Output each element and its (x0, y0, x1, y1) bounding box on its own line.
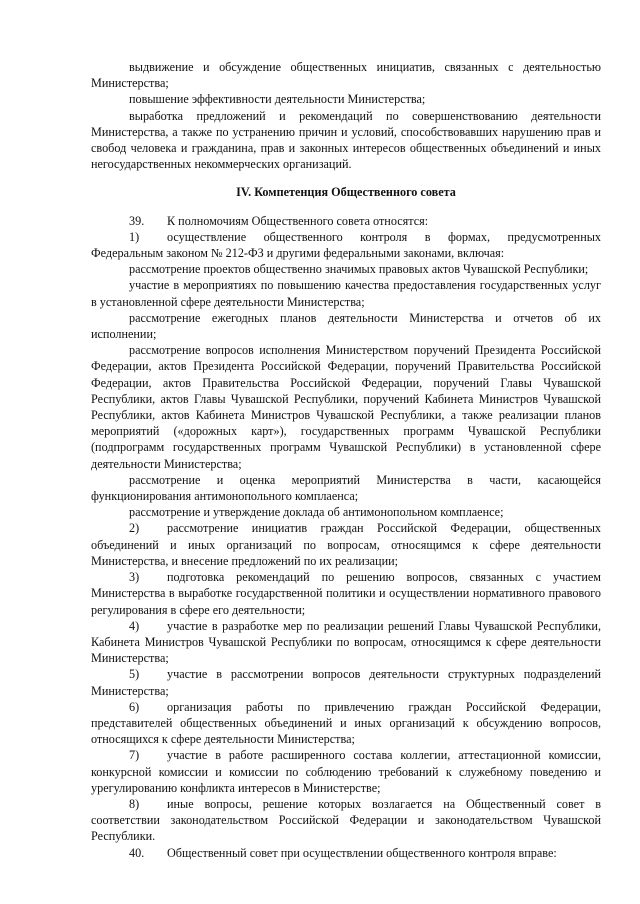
item-39 (91, 213, 601, 229)
item-text: осуществление общественного контроля в формах, предусмотренных Федеральным законом № 212-ФЗ и другими федеральными законами, включая: (91, 229, 601, 261)
item-number: 4) (129, 618, 140, 633)
item-7 (91, 747, 601, 796)
item-number: 5) (129, 667, 140, 682)
item-text: участие в работе расширенного состава коллегии, аттестационной комиссии, конкурсной комиссии и комиссии по соблюдению требований к служебному поведению и урегулированию конфликта интересов в Министерстве; (91, 748, 601, 795)
sub-paragraph: рассмотрение проектов общественно значимых правовых актов Чувашской Республики; (129, 262, 589, 277)
sub-paragraph: участие в мероприятиях по повышению качества предоставления государственных услуг в установленной сфере деятельности Министерства; (91, 278, 601, 309)
item-4 (91, 618, 601, 667)
sub-paragraph: рассмотрение ежегодных планов деятельности Министерства и отчетов об их исполнении; (91, 310, 601, 342)
item-3 (91, 569, 601, 618)
item-number: 6) (129, 699, 140, 714)
item-8 (91, 796, 601, 845)
item-text: Общественный совет при осуществлении общественного контроля вправе: (167, 845, 557, 860)
item-text: организация работы по привлечению граждан Российской Федерации, представителей общественных объединений и иных организаций к обсуждению вопросов, относящихся к сфере деятельности Министерства; (91, 699, 601, 747)
item-number: 2) (129, 521, 140, 536)
item-text: иные вопросы, решение которых возлагается на Общественный совет в соответствии законодательством Российской Федерации и законодательством Чувашской Республики. (91, 796, 601, 844)
paragraph: выдвижение и обсуждение общественных инициатив, связанных с деятельностью Министерства; (91, 60, 601, 91)
sub-paragraph: рассмотрение и утверждение доклада об антимонопольном комплаенсе; (129, 505, 504, 520)
item-6 (91, 699, 601, 748)
item-text: К полномочиям Общественного совета относятся: (167, 213, 429, 228)
sub-paragraph: рассмотрение вопросов исполнения Министерством поручений Президента Российской Федерации, актов Президента Российской Федерации, поручений Правительства Российской Федерации, актов Правительства Российской Федерации, поручений Главы Чувашской Республики, актов Главы Чувашской Республики, поручений Кабинета Министров Чувашской Республики, актов Кабинета Министров Чувашской Республики, а также реализации планов мероприятий («дорожных карт»), государственных программ Чувашской Республики (подпрограмм государственных программ Чувашской Республики) в установленной сфере деятельности Министерства; (91, 343, 601, 471)
item-2 (91, 520, 601, 569)
item-40 (91, 845, 601, 861)
item-number: 8) (129, 796, 140, 811)
item-text: подготовка рекомендаций по решению вопросов, связанных с участием Министерства в выработке государственной политики и осуществлении нормативного правового регулирования в сфере его деятельности; (91, 570, 601, 617)
item-number: 1) (129, 229, 140, 244)
item-1 (91, 229, 601, 261)
item-text: участие в разработке мер по реализации решений Главы Чувашской Республики, Кабинета Министров Чувашской Республики по вопросам, относящимся к сфере деятельности Министерства; (91, 618, 601, 666)
paragraph: выработка предложений и рекомендаций по совершенствованию деятельности Министерства, а также по устранению причин и условий, способствовавших нарушению прав и свобод человека и гражданина, прав и законных интересов общественных объединений и иных негосударственных некоммерческих организаций. (91, 108, 601, 172)
item-text: участие в рассмотрении вопросов деятельности структурных подразделений Министерства; (91, 667, 601, 698)
item-5 (91, 666, 601, 698)
item-number: 3) (129, 570, 140, 585)
paragraph: повышение эффективности деятельности Министерства; (129, 92, 426, 107)
item-number: 40. (129, 845, 145, 860)
item-text: рассмотрение инициатив граждан Российской Федерации, общественных объединений и иных организаций по вопросам, относящимся к сфере деятельности Министерства, и внесение предложений по их реализации; (91, 521, 601, 568)
section-heading: IV. Компетенция Общественного совета (236, 185, 456, 200)
sub-paragraph: рассмотрение и оценка мероприятий Министерства в части, касающейся функционирования антимонопольного комплаенса; (91, 472, 601, 504)
item-number: 39. (129, 213, 145, 228)
item-number: 7) (129, 748, 140, 763)
document-body (91, 59, 601, 861)
